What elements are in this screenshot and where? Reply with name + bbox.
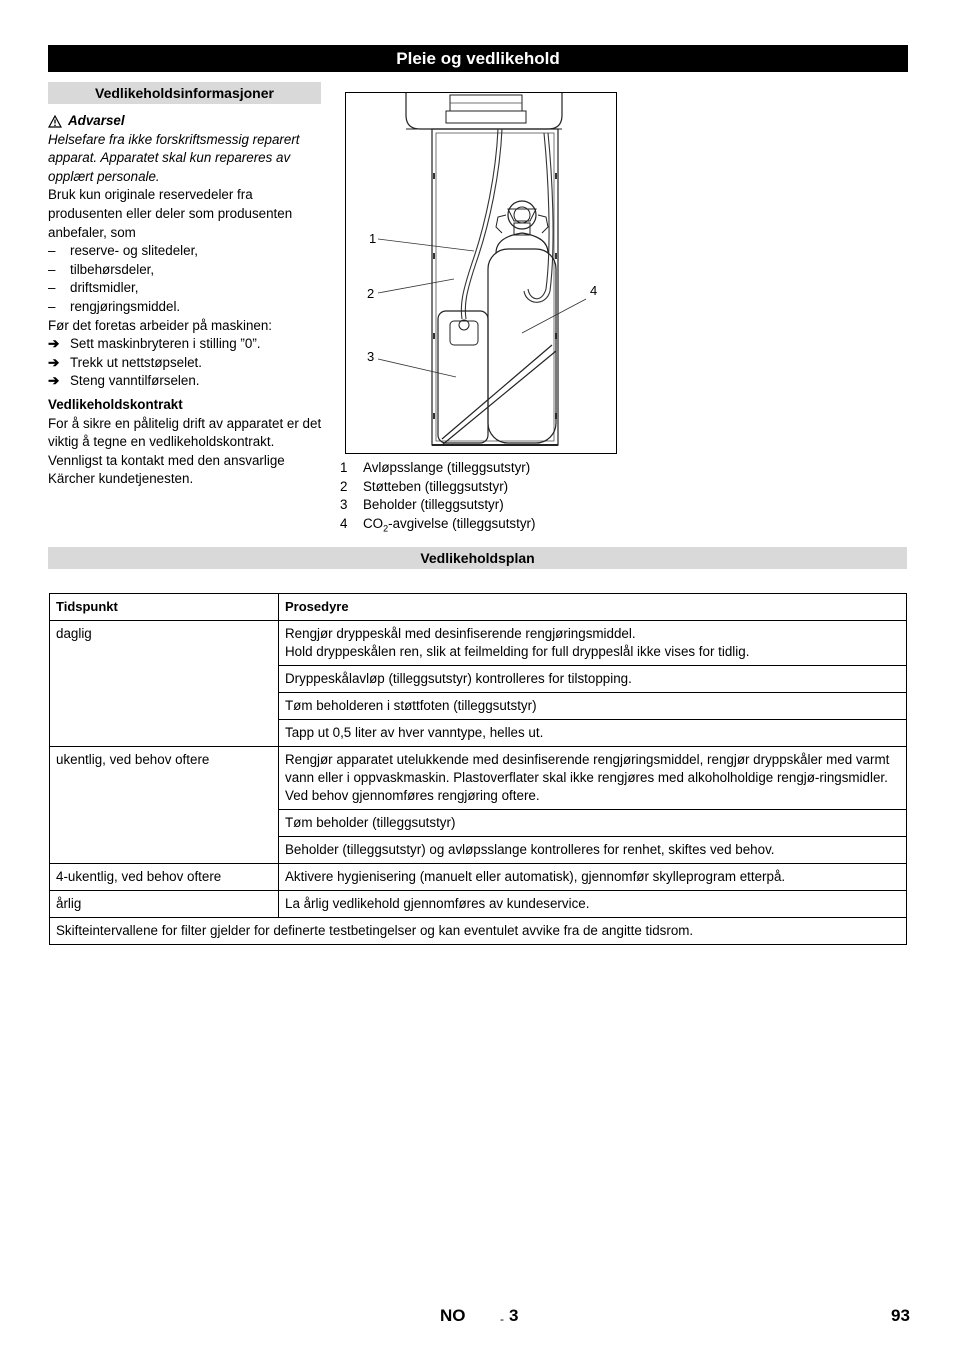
procedure-cell: Aktivere hygienisering (manuelt eller automatisk), gjennomfør skylleprogram etterpå. [279, 864, 907, 891]
page-number: 93 [891, 1306, 910, 1325]
callout-3: 3 [367, 349, 375, 364]
section-heading-maintenance-plan: Vedlikeholdsplan [48, 547, 907, 569]
footer-section-page: 3 [509, 1306, 519, 1325]
table-row [50, 747, 907, 810]
legend-item: 3 Beholder (tilleggsutstyr) [340, 497, 504, 513]
contract-heading: Vedlikeholdskontrakt [48, 396, 183, 412]
table-row [50, 891, 907, 918]
table-header-row [50, 594, 907, 621]
footer-language: NO [440, 1306, 466, 1325]
list-item: – driftsmidler, [48, 280, 139, 296]
maintenance-plan-table [49, 593, 907, 945]
list-item: – tilbehørsdeler, [48, 261, 155, 277]
parts-intro: Bruk kun originale reservedeler fra produsenten eller deler som produsenten anbefaler, som [48, 187, 293, 240]
list-item: – rengjøringsmiddel. [48, 298, 181, 314]
before-work-text: Før det foretas arbeider på maskinen: [48, 317, 273, 333]
time-cell: ukentlig, ved behov oftere [50, 747, 279, 864]
table-row [50, 864, 907, 891]
warning-text: Helsefare fra ikke forskriftsmessig reparert apparat. Apparatet skal kun repareres av opplært personale. [48, 131, 300, 184]
section-heading-maintenance-info: Vedlikeholdsinformasjoner [48, 82, 321, 104]
step-item: ➔ Trekk ut nettstøpselet. [48, 354, 323, 373]
arrow-right-icon: ➔ [48, 336, 60, 352]
appliance-drawing [346, 93, 616, 453]
procedure-cell: Rengjør dryppeskål med desinfiserende rengjøringsmiddel. Hold dryppeskålen ren, slik at feilmelding for full dryppeslål ikke vises for tidlig. [279, 621, 907, 666]
column-header-time: Tidspunkt [50, 594, 279, 621]
contract-text: For å sikre en pålitelig drift av apparatet er det viktig å tegne en vedlikeholdskontrakt. Vennligst ta kontakt med den ansvarlige Kärcher kundetjenesten. [48, 415, 322, 487]
time-cell: årlig [50, 891, 279, 918]
table-footnote: Skifteintervallene for filter gjelder for definerte testbetingelser og kan eventulet avvike fra de angitte tidsrom. [50, 918, 907, 945]
callout-1: 1 [369, 231, 377, 246]
time-cell: daglig [50, 621, 279, 747]
step-item: ➔ Sett maskinbryteren i stilling ”0”. [48, 335, 323, 354]
legend-item: 4 $CO_2$-avgivelse (tilleggsutstyr) [340, 515, 536, 534]
column-header-procedure: Prosedyre [279, 594, 907, 621]
page-title: Pleie og vedlikehold [48, 45, 908, 72]
warning-triangle-icon [48, 115, 62, 128]
step-item: ➔ Steng vanntilførselen. [48, 372, 323, 391]
warning-label: Advarsel [68, 113, 125, 128]
callout-2: 2 [367, 286, 375, 301]
maintenance-info-column [48, 112, 323, 489]
table-row [50, 918, 907, 945]
procedure-cell: Rengjør apparatet utelukkende med desinfiserende rengjøringsmiddel, rengjør dryppskåler med varmt vann eller i oppvaskmaskin. Plastoverflater skal ikke rengjøres med alkoholholdige rengjø-ringsmidler. Ved behov gjennomføres rengjøring oftere. [279, 747, 907, 810]
time-cell: 4-ukentlig, ved behov oftere [50, 864, 279, 891]
footer-separator: - [500, 1312, 504, 1326]
arrow-right-icon: ➔ [48, 354, 60, 370]
callout-4: 4 [590, 283, 598, 298]
figure-legend [340, 459, 640, 538]
warning-line [48, 112, 323, 131]
list-item: – reserve- og slitedeler, [48, 243, 199, 259]
legend-item: 1 Avløpsslange (tilleggsutstyr) [340, 460, 531, 475]
arrow-right-icon: ➔ [48, 373, 60, 389]
procedure-cell: Tøm beholder (tilleggsutstyr) [279, 810, 907, 837]
procedure-cell: Tøm beholderen i støttfoten (tilleggsutstyr) [279, 693, 907, 720]
appliance-illustration [345, 92, 617, 454]
procedure-cell: La årlig vedlikehold gjennomføres av kundeservice. [279, 891, 907, 918]
procedure-cell: Dryppeskålavløp (tilleggsutstyr) kontrolleres for tilstopping. [279, 666, 907, 693]
procedure-cell: Beholder (tilleggsutstyr) og avløpsslange kontrolleres for renhet, skiftes ved behov. [279, 837, 907, 864]
legend-item: 2 Støtteben (tilleggsutstyr) [340, 478, 509, 494]
table-row [50, 621, 907, 666]
procedure-cell: Tapp ut 0,5 liter av hver vanntype, helles ut. [279, 720, 907, 747]
